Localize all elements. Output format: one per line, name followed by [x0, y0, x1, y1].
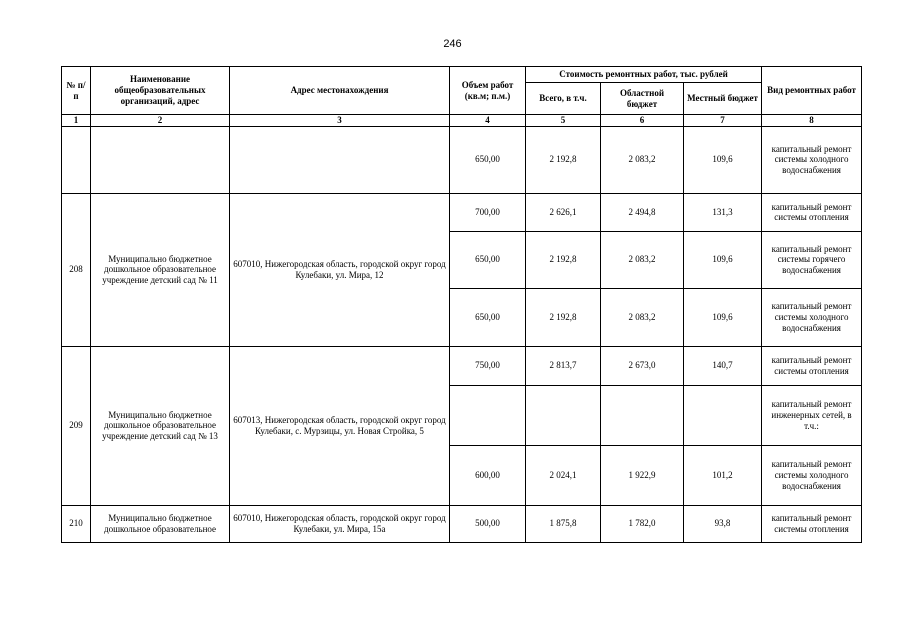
column-numbers-row	[62, 115, 862, 127]
cell-total: 2 192,8	[526, 231, 601, 288]
cell-regional: 1 922,9	[601, 445, 684, 505]
column-number: 2	[91, 115, 230, 127]
header-type: Вид ремонтных работ	[762, 67, 862, 115]
cell-no: 208	[62, 193, 91, 346]
header-local: Местный бюджет	[684, 83, 762, 115]
cell-regional	[601, 385, 684, 445]
cell-type: капитальный ремонт системы отопления	[762, 346, 862, 385]
table-row	[62, 346, 862, 385]
cell-volume: 650,00	[450, 288, 526, 346]
header-total: Всего, в т.ч.	[526, 83, 601, 115]
column-number: 6	[601, 115, 684, 127]
cell-total: 2 626,1	[526, 193, 601, 231]
cell-volume: 750,00	[450, 346, 526, 385]
cell-type: капитальный ремонт системы холодного водоснабжения	[762, 126, 862, 193]
column-number: 7	[684, 115, 762, 127]
cell-regional: 2 083,2	[601, 288, 684, 346]
header-address: Адрес местонахождения	[230, 67, 450, 115]
page-number: 246	[443, 38, 462, 50]
cell-no	[62, 126, 91, 193]
cell-regional: 2 673,0	[601, 346, 684, 385]
cell-total: 2 192,8	[526, 126, 601, 193]
cell-name: Муниципально бюджетное дошкольное образовательное	[91, 505, 230, 542]
cell-no: 210	[62, 505, 91, 542]
cell-type: капитальный ремонт инженерных сетей, в т.ч.:	[762, 385, 862, 445]
header-name: Наименование общеобразовательных организаций, адрес	[91, 67, 230, 115]
cell-local: 109,6	[684, 126, 762, 193]
cell-regional: 2 083,2	[601, 231, 684, 288]
cell-type: капитальный ремонт системы горячего водоснабжения	[762, 231, 862, 288]
cell-volume: 500,00	[450, 505, 526, 542]
cell-type: капитальный ремонт системы холодного водоснабжения	[762, 445, 862, 505]
repair-works-table	[61, 66, 862, 543]
cell-total: 2 024,1	[526, 445, 601, 505]
cell-name	[91, 126, 230, 193]
cell-volume: 650,00	[450, 126, 526, 193]
table-row	[62, 126, 862, 193]
cell-volume: 700,00	[450, 193, 526, 231]
cell-total	[526, 385, 601, 445]
header-volume: Объем работ (кв.м; п.м.)	[450, 67, 526, 115]
cell-no: 209	[62, 346, 91, 505]
cell-regional: 1 782,0	[601, 505, 684, 542]
table-row	[62, 505, 862, 542]
cell-local: 140,7	[684, 346, 762, 385]
header-no: № п/п	[62, 67, 91, 115]
cell-type: капитальный ремонт системы отопления	[762, 193, 862, 231]
cell-local: 131,3	[684, 193, 762, 231]
cell-name: Муниципально бюджетное дошкольное образовательное учреждение детский сад № 13	[91, 346, 230, 505]
cell-address	[230, 126, 450, 193]
cell-volume	[450, 385, 526, 445]
column-number: 8	[762, 115, 862, 127]
cell-regional: 2 083,2	[601, 126, 684, 193]
cell-volume: 600,00	[450, 445, 526, 505]
cell-local: 109,6	[684, 288, 762, 346]
column-number: 1	[62, 115, 91, 127]
column-number: 3	[230, 115, 450, 127]
cell-address: 607010, Нижегородская область, городской округ город Кулебаки, ул. Мира, 15а	[230, 505, 450, 542]
cell-local	[684, 385, 762, 445]
cell-total: 1 875,8	[526, 505, 601, 542]
header-regional: Областной бюджет	[601, 83, 684, 115]
column-number: 4	[450, 115, 526, 127]
cell-type: капитальный ремонт системы отопления	[762, 505, 862, 542]
cell-address: 607010, Нижегородская область, городской округ город Кулебаки, ул. Мира, 12	[230, 193, 450, 346]
table-row	[62, 193, 862, 231]
column-number: 5	[526, 115, 601, 127]
cell-address: 607013, Нижегородская область, городской округ город Кулебаки, с. Мурзицы, ул. Новая Стройка, 5	[230, 346, 450, 505]
cell-type: капитальный ремонт системы холодного водоснабжения	[762, 288, 862, 346]
cell-regional: 2 494,8	[601, 193, 684, 231]
header-cost-group: Стоимость ремонтных работ, тыс. рублей	[526, 67, 762, 83]
cell-volume: 650,00	[450, 231, 526, 288]
cell-local: 93,8	[684, 505, 762, 542]
cell-local: 101,2	[684, 445, 762, 505]
cell-total: 2 813,7	[526, 346, 601, 385]
cell-local: 109,6	[684, 231, 762, 288]
header-row-1	[62, 67, 862, 83]
cell-name: Муниципально бюджетное дошкольное образовательное учреждение детский сад № 11	[91, 193, 230, 346]
cell-total: 2 192,8	[526, 288, 601, 346]
